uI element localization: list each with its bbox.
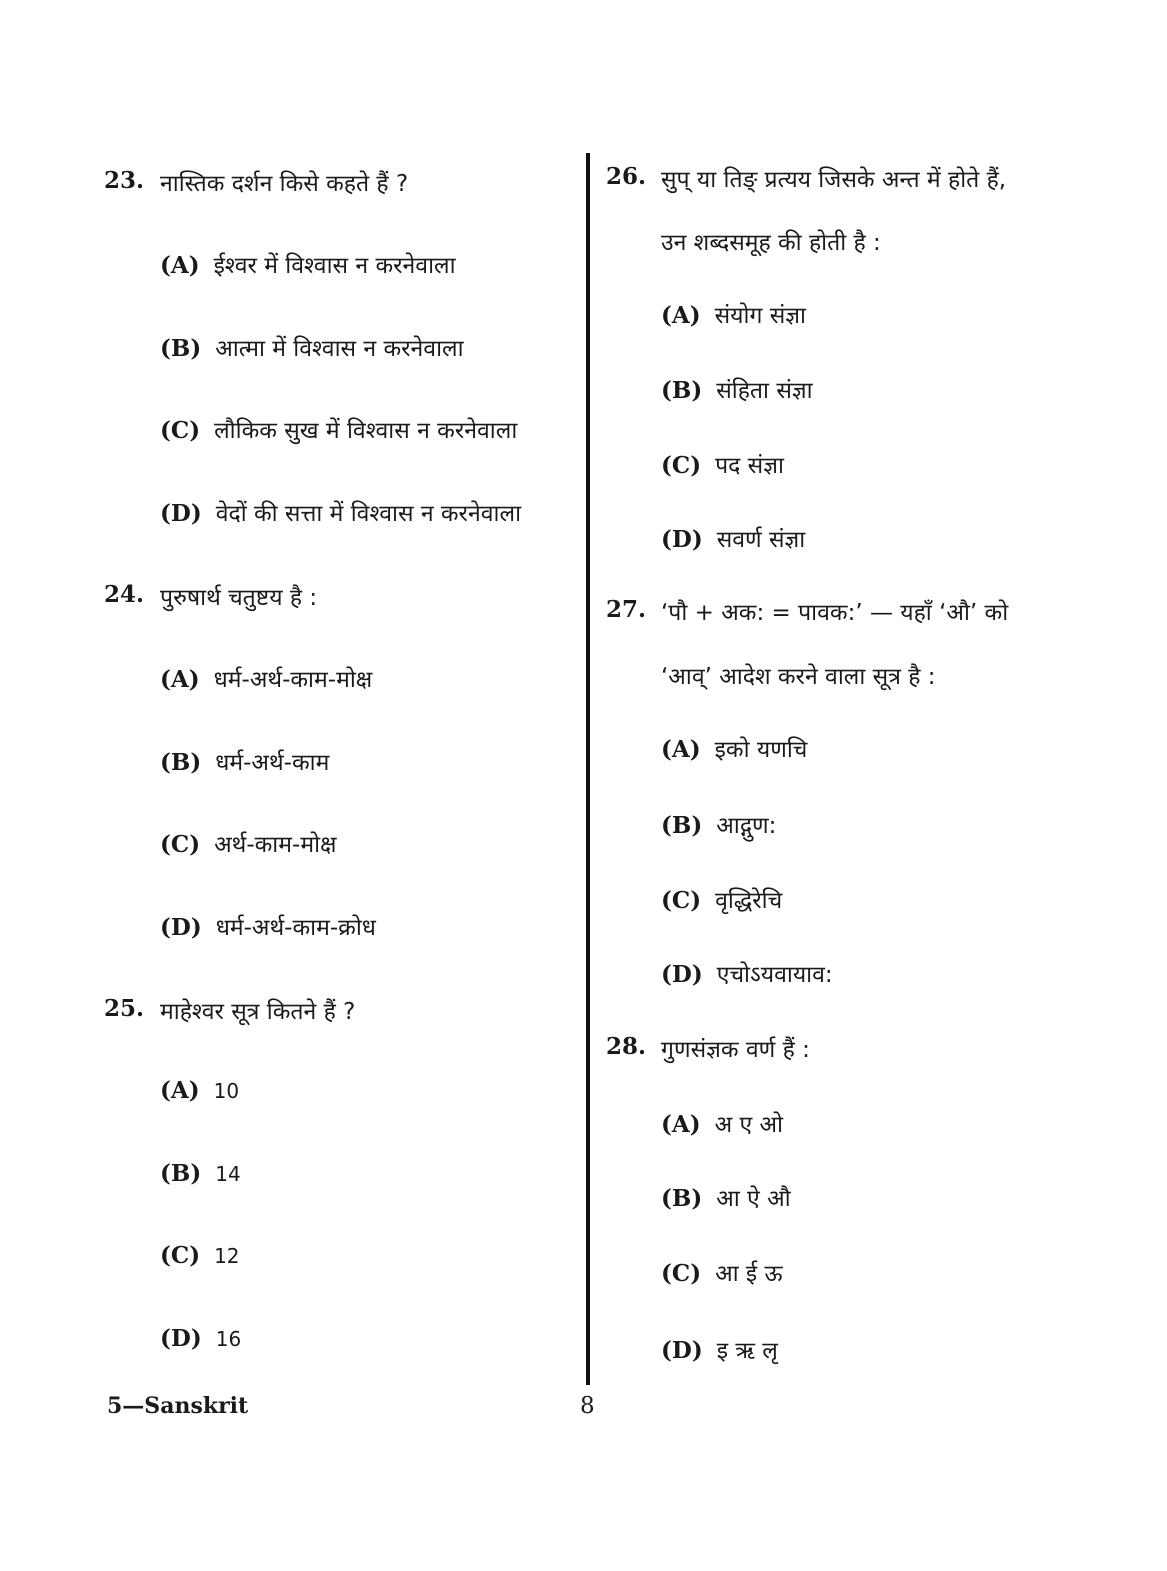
option-label: (D) [160,500,202,527]
option-c [160,1242,240,1269]
option-label: (C) [160,1242,201,1269]
option-text: 16 [215,1327,242,1351]
option-label: (D) [661,1337,703,1364]
option-text: इको यणचि [714,737,808,763]
option-text: 12 [214,1244,240,1268]
option-label: (A) [661,302,701,329]
option-text: संहिता संज्ञा [716,378,813,404]
option-a [661,298,806,330]
page-number: 8 [580,1393,595,1419]
option-text: धर्म-अर्थ-काम-मोक्ष [213,667,373,693]
option-c [661,883,782,915]
option-text: पद संज्ञा [715,453,784,479]
question-number: 28. [606,1033,647,1060]
option-label: (B) [160,1160,202,1187]
option-text: इ ऋ लृ [716,1338,778,1364]
question-text-line2: ‘आव्’ आदेश करने वाला सूत्र है : [661,664,936,690]
question-text: गुणसंज्ञक वर्ण हैं : [661,1037,810,1063]
option-a [160,662,372,694]
option-label: (A) [160,252,200,279]
option-c [160,413,517,445]
option-d [160,496,521,528]
option-text: आद्गुण: [716,813,777,839]
option-b [160,745,329,777]
option-b [661,1181,791,1213]
question-number: 25. [104,995,145,1022]
option-label: (B) [661,377,703,404]
option-b [160,1160,241,1187]
option-text: आ ई ऊ [715,1261,783,1287]
booklet-code: 5—Sanskrit [107,1393,249,1419]
option-label: (A) [661,736,701,763]
option-text: आत्मा में विश्वास न करनेवाला [215,336,464,362]
question-text: पुरुषार्थ चतुष्टय है : [160,585,318,611]
option-b [160,331,464,363]
option-text: सवर्ण संज्ञा [716,527,806,553]
option-a [661,1107,783,1139]
option-a [661,732,807,764]
option-d [160,910,376,942]
option-text: ईश्वर में विश्वास न करनेवाला [213,253,456,279]
question-number: 27. [606,596,647,623]
option-label: (A) [160,1077,200,1104]
question-number: 24. [104,581,145,608]
option-d [661,957,833,989]
option-label: (B) [160,335,202,362]
option-text: आ ऐ औ [716,1186,791,1212]
question-text-line1: सुप् या तिङ् प्रत्यय जिसके अन्त में होते हैं, [661,167,1007,193]
question-text: माहेश्वर सूत्र कितने हैं ? [160,999,356,1025]
option-label: (B) [661,812,703,839]
column-divider [586,153,590,1385]
option-d [661,522,805,554]
option-b [661,373,813,405]
question-text: नास्तिक दर्शन किसे कहते हैं ? [160,171,409,197]
option-text: वेदों की सत्ता में विश्वास न करनेवाला [215,501,522,527]
option-c [661,448,784,480]
option-a [160,1077,239,1104]
option-b [661,808,776,840]
option-text: 14 [215,1162,241,1186]
option-text: धर्म-अर्थ-काम [215,750,330,776]
question-number: 23. [104,167,145,194]
option-a [160,248,456,280]
option-label: (B) [661,1185,703,1212]
option-label: (C) [661,887,702,914]
option-text: वृद्धिरेचि [715,888,783,914]
option-label: (D) [160,1325,202,1352]
option-label: (A) [661,1111,701,1138]
option-label: (A) [160,666,200,693]
question-number: 26. [606,163,647,190]
option-text: संयोग संज्ञा [714,303,806,329]
option-c [160,827,337,859]
option-label: (D) [661,526,703,553]
option-label: (B) [160,749,202,776]
option-c [661,1256,783,1288]
option-d [661,1333,778,1365]
option-label: (C) [160,417,201,444]
question-text-line2: उन शब्दसमूह की होती है : [661,230,881,256]
option-text: 10 [213,1079,240,1103]
option-label: (D) [160,914,202,941]
option-label: (D) [661,961,703,988]
option-text: लौकिक सुख में विश्वास न करनेवाला [214,418,518,444]
option-text: एचोऽयवायाव: [716,962,833,988]
option-label: (C) [160,831,201,858]
option-label: (C) [661,452,702,479]
option-d [160,1325,241,1352]
option-text: अर्थ-काम-मोक्ष [214,832,337,858]
option-text: अ ए ओ [714,1112,784,1138]
option-text: धर्म-अर्थ-काम-क्रोध [215,915,376,941]
option-label: (C) [661,1260,702,1287]
question-text-line1: ‘पौ + अक: = पावक:’ — यहाँ ‘औ’ को [661,600,1009,626]
